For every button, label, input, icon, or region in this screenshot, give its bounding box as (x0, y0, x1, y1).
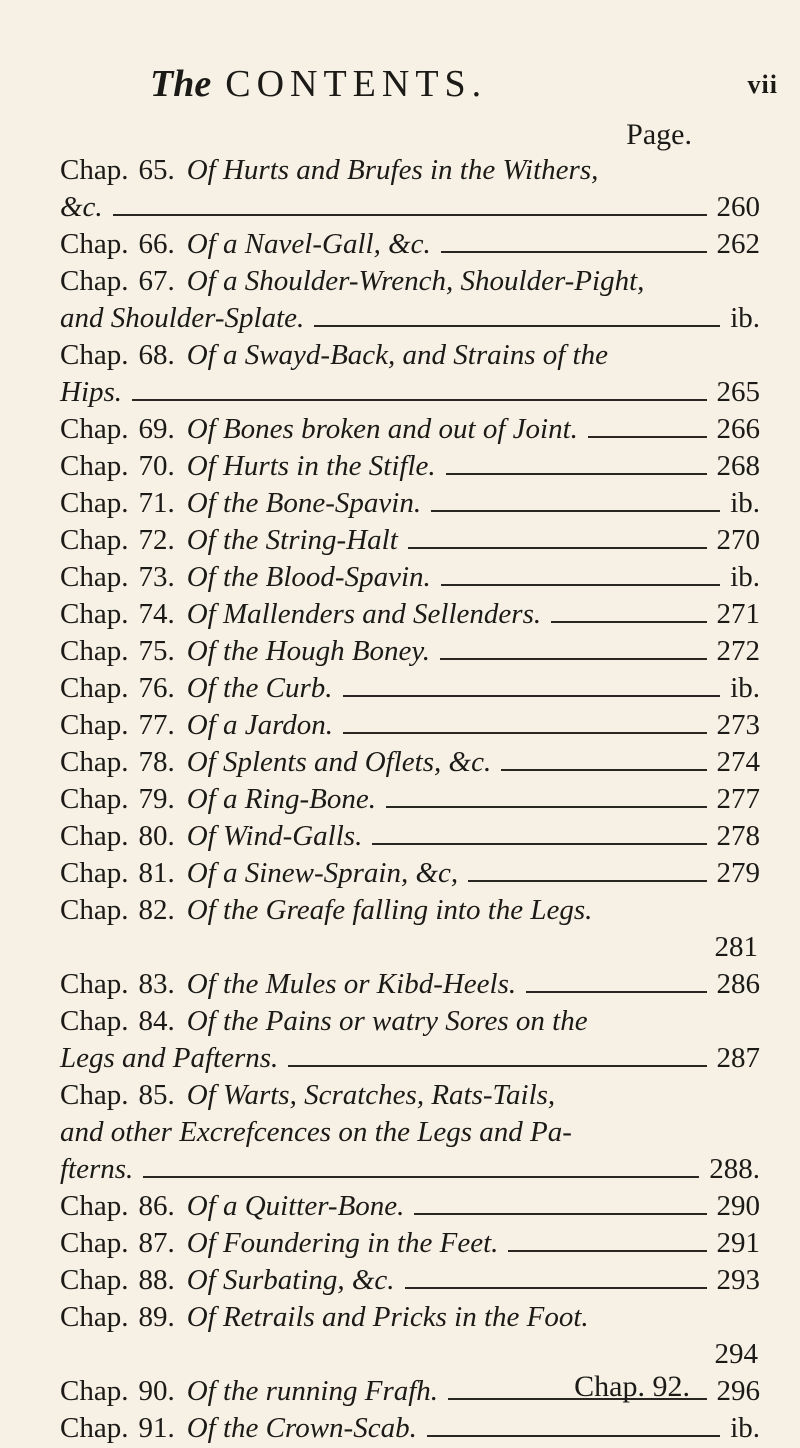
toc-entry (60, 855, 760, 892)
page-number: 272 (716, 635, 760, 667)
toc-entry-line (60, 448, 760, 485)
chapter-number: 73. (138, 561, 175, 593)
toc-entry-line (60, 485, 760, 522)
chapter-title: Of a Jardon. (186, 709, 334, 741)
toc-entry-line (60, 892, 760, 929)
chapter-number: 82. (138, 894, 175, 926)
chapter-title: Of the Pains or watry Sores on the (186, 1005, 588, 1037)
chapter-number: 83. (138, 968, 175, 1000)
toc-entry (60, 1299, 760, 1373)
chapter-label: Chap. (60, 1079, 129, 1111)
chapter-label: Chap. (60, 820, 129, 852)
toc-entry-line (60, 263, 760, 300)
chapter-label: Chap. (60, 598, 129, 630)
chapter-label: Chap. (60, 450, 129, 482)
page-number: 262 (716, 228, 760, 260)
toc-entry (60, 966, 760, 1003)
chapter-title: Of the running Frafh. (186, 1375, 439, 1407)
toc-entry-line (60, 559, 760, 596)
chapter-label: Chap. (60, 561, 129, 593)
chapter-title: Of a Quitter-Bone. (186, 1190, 405, 1222)
chapter-title-continued: and Shoulder-Splate. (60, 302, 305, 334)
chapter-number: 86. (138, 1190, 175, 1222)
page-number: 273 (716, 709, 760, 741)
toc-entry (60, 892, 760, 966)
toc-entry-continuation (60, 1114, 760, 1151)
leader-rule (440, 658, 707, 660)
leader-rule (551, 621, 706, 623)
toc-entry (60, 448, 760, 485)
toc-entry-line (60, 337, 760, 374)
chapter-title: Of the Curb. (186, 672, 333, 704)
chapter-title: Of the String-Halt (186, 524, 398, 556)
page-number: 291 (716, 1227, 760, 1259)
page-number: 288. (709, 1153, 760, 1185)
page-number: 296 (716, 1375, 760, 1407)
chapter-title-continued: Hips. (60, 376, 123, 408)
page-number: ib. (730, 302, 760, 334)
toc-entry-line (60, 1410, 760, 1447)
page-number: 278 (716, 820, 760, 852)
leader-rule (132, 399, 706, 401)
chapter-title: Of Surbating, &c. (186, 1264, 395, 1296)
toc-entry-line (60, 1188, 760, 1225)
toc-entry-line (60, 1225, 760, 1262)
page-number: ib. (730, 561, 760, 593)
toc-entry (60, 633, 760, 670)
toc-entry-line (60, 670, 760, 707)
leader-rule (441, 584, 720, 586)
chapter-label: Chap. (60, 635, 129, 667)
page-number: 270 (716, 524, 760, 556)
chapter-title: Of Splents and Oflets, &c. (186, 746, 492, 778)
chapter-number: 72. (138, 524, 175, 556)
running-head-prefix: The (150, 63, 212, 105)
leader-rule (343, 695, 721, 697)
chapter-label: Chap. (60, 746, 129, 778)
toc-entry (60, 1003, 760, 1077)
toc-entry-line (60, 522, 760, 559)
chapter-number: 90. (138, 1375, 175, 1407)
chapter-number: 89. (138, 1301, 175, 1333)
chapter-number: 84. (138, 1005, 175, 1037)
leader-rule (588, 436, 707, 438)
chapter-title: Of a Ring-Bone. (186, 783, 376, 815)
leader-rule (468, 880, 706, 882)
toc-entry-line (60, 781, 760, 818)
chapter-number: 79. (138, 783, 175, 815)
toc-entry-line (60, 411, 760, 448)
chapter-label: Chap. (60, 265, 129, 297)
toc-entry-line (60, 633, 760, 670)
leader-rule (288, 1065, 706, 1067)
chapter-number: 74. (138, 598, 175, 630)
chapter-label: Chap. (60, 487, 129, 519)
leader-rule (405, 1287, 707, 1289)
toc-entry (60, 781, 760, 818)
toc-entry-line (60, 1262, 760, 1299)
page-number: 274 (716, 746, 760, 778)
leader-rule (431, 510, 720, 512)
toc-entry-line (60, 966, 760, 1003)
leader-rule (508, 1250, 706, 1252)
toc-entry-continuation (60, 374, 760, 411)
page-number: 279 (716, 857, 760, 889)
toc-entry (60, 1225, 760, 1262)
chapter-title-continued: fterns. (60, 1153, 134, 1185)
leader-rule (408, 547, 707, 549)
chapter-label: Chap. (60, 339, 129, 371)
toc-entry (60, 485, 760, 522)
page-number: 271 (716, 598, 760, 630)
chapter-title: Of Foundering in the Feet. (186, 1227, 499, 1259)
page-number: 294 (714, 1338, 758, 1370)
chapter-label: Chap. (60, 228, 129, 260)
leader-rule (414, 1213, 706, 1215)
chapter-number: 67. (138, 265, 175, 297)
page-number: 260 (716, 191, 760, 223)
toc-entry (60, 596, 760, 633)
chapter-number: 80. (138, 820, 175, 852)
chapter-label: Chap. (60, 672, 129, 704)
toc-entry (60, 559, 760, 596)
chapter-title: Of a Sinew-Sprain, &c, (186, 857, 459, 889)
chapter-title: Of Wind-Galls. (186, 820, 363, 852)
leader-rule (372, 843, 706, 845)
chapter-title: Of the Blood-Spavin. (186, 561, 431, 593)
chapter-number: 85. (138, 1079, 175, 1111)
toc-entry (60, 411, 760, 448)
leader-rule (386, 806, 707, 808)
chapter-label: Chap. (60, 894, 129, 926)
toc-entry-line (60, 226, 760, 263)
chapter-number: 69. (138, 413, 175, 445)
toc-entry (60, 522, 760, 559)
leader-rule (143, 1176, 699, 1178)
chapter-title: Of Hurts and Brufes in the Withers, (186, 154, 599, 186)
chapter-label: Chap. (60, 1264, 129, 1296)
chapter-title: Of a Swayd-Back, and Strains of the (186, 339, 608, 371)
chapter-label: Chap. (60, 857, 129, 889)
running-head (150, 62, 670, 106)
toc-entry (60, 818, 760, 855)
toc-entry-continuation (60, 1151, 760, 1188)
chapter-number: 77. (138, 709, 175, 741)
page-number: ib. (730, 1412, 760, 1444)
table-of-contents (60, 152, 760, 1447)
toc-entry-line (60, 1003, 760, 1040)
folio-number: vii (747, 70, 778, 99)
page-number: 287 (716, 1042, 760, 1074)
chapter-title: Of the Crown-Scab. (186, 1412, 417, 1444)
toc-entry (60, 226, 760, 263)
leader-rule (526, 991, 706, 993)
chapter-number: 70. (138, 450, 175, 482)
chapter-label: Chap. (60, 1190, 129, 1222)
toc-entry-line (60, 152, 760, 189)
chapter-label: Chap. (60, 1412, 129, 1444)
chapter-label: Chap. (60, 709, 129, 741)
leader-rule (343, 732, 706, 734)
leader-rule (441, 251, 707, 253)
toc-entry (60, 1188, 760, 1225)
chapter-title: Of the Greafe falling into the Legs. (186, 894, 593, 926)
chapter-number: 91. (138, 1412, 175, 1444)
chapter-title-continued: &c. (60, 191, 103, 223)
chapter-number: 78. (138, 746, 175, 778)
page-number: 268 (716, 450, 760, 482)
chapter-title-continued: Legs and Pafterns. (60, 1042, 279, 1074)
leader-rule (314, 325, 720, 327)
leader-rule (427, 1435, 720, 1437)
toc-entry (60, 1262, 760, 1299)
toc-entry-line (60, 1077, 760, 1114)
page-number: ib. (730, 487, 760, 519)
chapter-title: Of the Bone-Spavin. (186, 487, 422, 519)
page-number: 293 (716, 1264, 760, 1296)
chapter-number: 88. (138, 1264, 175, 1296)
running-head-title: CONTENTS. (225, 63, 488, 105)
chapter-title: Of the Mules or Kibd-Heels. (186, 968, 517, 1000)
leader-rule (446, 473, 707, 475)
chapter-title: Of Bones broken and out of Joint. (186, 413, 578, 445)
toc-entry-continuation (60, 189, 760, 226)
page-number: ib. (730, 672, 760, 704)
toc-entry-continuation (60, 300, 760, 337)
chapter-label: Chap. (60, 968, 129, 1000)
page-number: 290 (716, 1190, 760, 1222)
toc-entry (60, 263, 760, 337)
toc-entry (60, 707, 760, 744)
toc-entry (60, 152, 760, 226)
chapter-number: 75. (138, 635, 175, 667)
toc-entry-line (60, 818, 760, 855)
leader-rule (501, 769, 706, 771)
chapter-number: 71. (138, 487, 175, 519)
leader-rule (113, 214, 707, 216)
chapter-title: Of Retrails and Pricks in the Foot. (186, 1301, 589, 1333)
chapter-label: Chap. (60, 1005, 129, 1037)
chapter-title-continued: and other Excrefcences on the Legs and Pa- (60, 1116, 572, 1148)
chapter-label: Chap. (60, 1301, 129, 1333)
page-number: 266 (716, 413, 760, 445)
page-number: 286 (716, 968, 760, 1000)
toc-entry-continuation (60, 1040, 760, 1077)
chapter-label: Chap. (60, 524, 129, 556)
chapter-label: Chap. (60, 1375, 129, 1407)
chapter-title: Of Warts, Scratches, Rats-Tails, (186, 1079, 556, 1111)
chapter-number: 76. (138, 672, 175, 704)
page-number: 265 (716, 376, 760, 408)
toc-entry (60, 337, 760, 411)
toc-entry (60, 1077, 760, 1188)
page-column-label: Page. (626, 118, 692, 151)
chapter-title: Of the Hough Boney. (186, 635, 430, 667)
toc-entry-line (60, 1299, 760, 1336)
page-number: 281 (714, 931, 758, 963)
chapter-number: 68. (138, 339, 175, 371)
toc-entry (60, 744, 760, 781)
toc-entry-line (60, 855, 760, 892)
toc-entry-line (60, 596, 760, 633)
chapter-number: 87. (138, 1227, 175, 1259)
toc-entry-line (60, 707, 760, 744)
toc-entry (60, 1410, 760, 1447)
chapter-number: 65. (138, 154, 175, 186)
chapter-title: Of Hurts in the Stifle. (186, 450, 436, 482)
chapter-number: 66. (138, 228, 175, 260)
chapter-title: Of a Navel-Gall, &c. (186, 228, 431, 260)
chapter-label: Chap. (60, 783, 129, 815)
chapter-title: Of Mallenders and Sellenders. (186, 598, 542, 630)
toc-entry (60, 670, 760, 707)
chapter-label: Chap. (60, 413, 129, 445)
page-number: 277 (716, 783, 760, 815)
chapter-title: Of a Shoulder-Wrench, Shoulder-Pight, (186, 265, 645, 297)
chapter-label: Chap. (60, 154, 129, 186)
chapter-label: Chap. (60, 1227, 129, 1259)
catchword: Chap. 92. (574, 1370, 690, 1403)
toc-entry-line (60, 744, 760, 781)
chapter-number: 81. (138, 857, 175, 889)
